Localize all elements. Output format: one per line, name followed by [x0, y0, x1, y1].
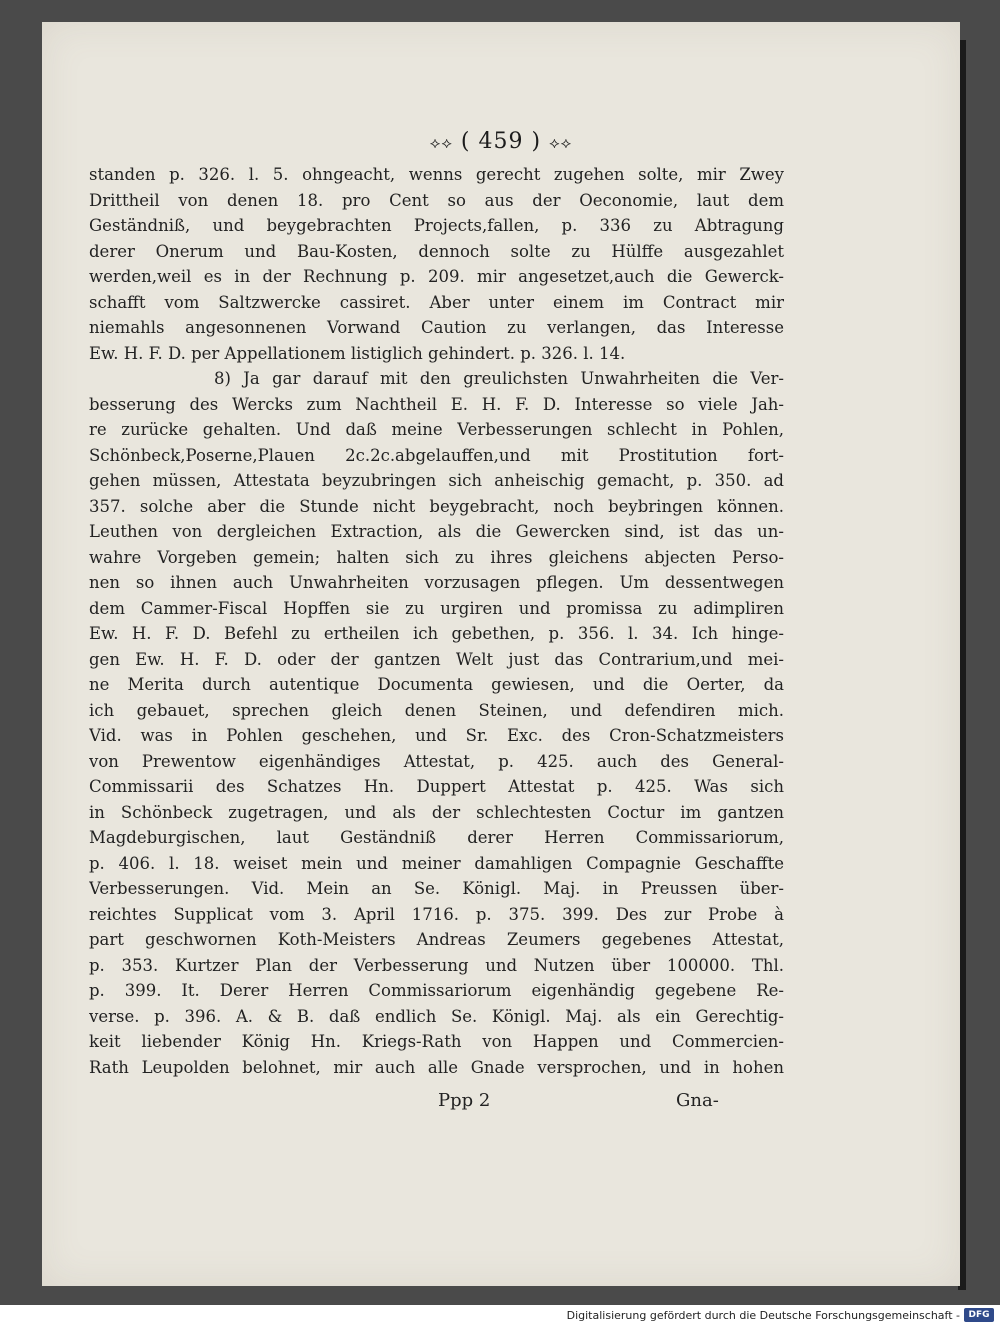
text-line: ne Merita durch autentique Documenta gewiesen, und die Oerter, da — [89, 675, 784, 694]
book-page — [42, 22, 960, 1286]
text-line: wahre Vorgeben gemein; halten sich zu ihres gleichens abjecten Perso- — [89, 547, 784, 567]
text-line: 8) Ja gar darauf mit den greulichsten Unwahrheiten die Ver- — [214, 369, 784, 388]
dfg-logo-icon: DFG — [964, 1308, 994, 1322]
text-line: niemahls angesonnenen Vorwand Caution zu verlangen, das Interesse — [89, 318, 784, 337]
text-line: ich gebauet, sprechen gleich denen Steinen, und defendiren mich. — [89, 700, 784, 720]
text-line: nen so ihnen auch Unwahrheiten vorzusagen pflegen. Um dessentwegen — [89, 573, 784, 592]
text-line: part geschwornen Koth-Meisters Andreas Zeumers gegebenes Attestat, — [89, 930, 784, 949]
funding-credit: Digitalisierung gefördert durch die Deutsche Forschungsgemeinschaft - — [566, 1309, 960, 1322]
body-text — [89, 162, 784, 1080]
text-line: werden,weil es in der Rechnung p. 209. mir angesetzet,auch die Gewerck- — [89, 267, 784, 286]
page-number: ( 459 ) — [460, 129, 542, 154]
text-line: p. 399. It. Derer Herren Commissariorum eigenhändig gegebene Re- — [89, 981, 784, 1000]
text-line: gehen müssen, Attestata beyzubringen sich anheischig gemacht, p. 350. ad — [89, 471, 784, 490]
text-line: Commissarii des Schatzes Hn. Duppert Attestat p. 425. Was sich — [89, 777, 784, 796]
text-line: gen Ew. H. F. D. oder der gantzen Welt just das Contrarium,und mei- — [89, 649, 784, 669]
ornament-left-icon: ⟡⟡ — [429, 133, 453, 152]
text-line: standen p. 326. l. 5. ohngeacht, wenns gerecht zugehen solte, mir Zwey — [89, 165, 784, 184]
text-line: Schönbeck,Poserne,Plauen 2c.2c.abgelauffen,und mit Prostitution fort- — [89, 445, 784, 465]
digitization-footer — [0, 1305, 1000, 1326]
text-line: keit liebender König Hn. Kriegs-Rath von Happen und Commercien- — [89, 1032, 784, 1051]
text-line: derer Onerum und Bau-Kosten, dennoch solte zu Hülffe ausgezahlet — [89, 241, 784, 261]
text-line: Ew. H. F. D. Befehl zu ertheilen ich gebethen, p. 356. l. 34. Ich hinge- — [89, 624, 784, 643]
ornament-right-icon: ⟡⟡ — [549, 133, 573, 152]
text-line: von Prewentow eigenhändiges Attestat, p. 425. auch des General- — [89, 751, 784, 771]
text-line: verse. p. 396. A. & B. daß endlich Se. Königl. Maj. als ein Gerechtig- — [89, 1006, 784, 1026]
page-header — [42, 129, 960, 154]
text-line: p. 406. l. 18. weiset mein und meiner damahligen Compagnie Geschaffte — [89, 853, 784, 873]
text-line: in Schönbeck zugetragen, und als der schlechtesten Coctur im gantzen — [89, 802, 784, 822]
text-line: Drittheil von denen 18. pro Cent so aus der Oeconomie, laut dem — [89, 190, 784, 210]
text-line: besserung des Wercks zum Nachtheil E. H. F. D. Interesse so viele Jah- — [89, 394, 784, 414]
text-line: p. 353. Kurtzer Plan der Verbesserung und Nutzen über 100000. Thl. — [89, 955, 784, 975]
text-line: Magdeburgischen, laut Geständniß derer Herren Commissariorum, — [89, 828, 784, 847]
text-line: Ew. H. F. D. per Appellationem listiglich gehindert. p. 326. l. 14. — [89, 343, 626, 363]
text-line: Leuthen von dergleichen Extraction, als die Gewercken sind, ist das un- — [89, 522, 784, 541]
text-line: Vid. was in Pohlen geschehen, und Sr. Exc. des Cron-Schatzmeisters — [89, 726, 784, 745]
text-line: 357. solche aber die Stunde nicht beygebracht, noch beybringen können. — [89, 496, 784, 516]
catchword: Gna- — [676, 1090, 719, 1111]
signature-mark: Ppp 2 — [438, 1090, 491, 1111]
text-line: schafft vom Saltzwercke cassiret. Aber unter einem im Contract mir — [89, 292, 784, 312]
text-line: Geständniß, und beygebrachten Projects,fallen, p. 336 zu Abtragung — [89, 216, 784, 235]
text-line: reichtes Supplicat vom 3. April 1716. p. 375. 399. Des zur Probe à — [89, 904, 784, 924]
text-line: dem Cammer-Fiscal Hopffen sie zu urgiren und promissa zu adimpliren — [89, 598, 784, 618]
text-line: Rath Leupolden belohnet, mir auch alle Gnade versprochen, und in hohen — [89, 1057, 784, 1077]
text-line: Verbesserungen. Vid. Mein an Se. Königl. Maj. in Preussen über- — [89, 879, 784, 898]
text-line: re zurücke gehalten. Und daß meine Verbesserungen schlecht in Pohlen, — [89, 420, 784, 439]
page-footer-line — [42, 1090, 960, 1118]
